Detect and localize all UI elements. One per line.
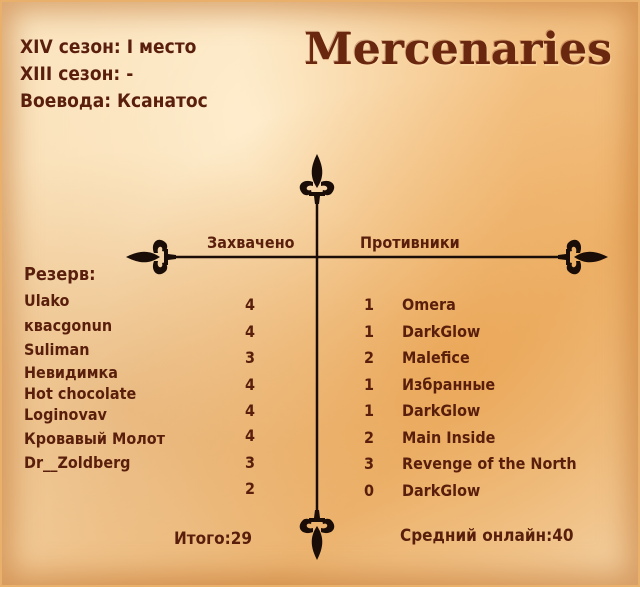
opponent-name: DarkGlow xyxy=(402,322,481,341)
player-value: 4 xyxy=(245,401,256,420)
bottom-fleur-icon xyxy=(300,510,335,560)
season-13-result: XIII сезон: - xyxy=(20,63,134,85)
clan-leader: Воевода: Ксанатос xyxy=(20,90,208,112)
player-value: 4 xyxy=(245,295,256,314)
opponent-name: Избранные xyxy=(402,375,496,394)
player-value: 3 xyxy=(245,453,256,472)
right-fleur-icon xyxy=(558,240,608,275)
opponent-name: Revenge of the North xyxy=(402,454,577,473)
opponent-name: Malefice xyxy=(402,348,470,367)
opponent-count: 1 xyxy=(364,295,375,314)
opponent-name: DarkGlow xyxy=(402,401,481,420)
captured-column-header: Захвачено xyxy=(207,233,295,252)
season-14-result: XIV сезон: I место xyxy=(20,36,197,58)
player-name: Loginovav xyxy=(24,405,107,424)
opponent-count: 2 xyxy=(364,428,375,447)
player-value: 2 xyxy=(245,479,256,498)
total-captured: Итого:29 xyxy=(174,529,253,549)
opponent-count: 3 xyxy=(364,454,375,473)
opponent-name: DarkGlow xyxy=(402,481,481,500)
clan-title: Mercenaries xyxy=(304,24,612,75)
player-name: Кровавый Молот xyxy=(24,429,165,448)
opponent-count: 1 xyxy=(364,322,375,341)
opponent-name: Main Inside xyxy=(402,428,496,447)
player-name: Dr__Zoldberg xyxy=(24,453,131,472)
player-value: 4 xyxy=(245,375,256,394)
opponent-count: 2 xyxy=(364,348,375,367)
player-name: Ulako xyxy=(24,291,70,310)
opponent-count: 0 xyxy=(364,481,375,500)
opponent-name: Omera xyxy=(402,295,456,314)
opponent-count: 1 xyxy=(364,401,375,420)
player-name: Hot chocolate xyxy=(24,384,137,403)
top-fleur-icon xyxy=(300,154,335,204)
player-value: 3 xyxy=(245,348,256,367)
player-name: Suliman xyxy=(24,340,90,359)
player-value: 4 xyxy=(245,322,256,341)
left-fleur-icon xyxy=(126,240,176,275)
player-name: Невидимка xyxy=(24,363,118,382)
opponents-column-header: Противники xyxy=(360,233,460,252)
reserve-label: Резерв: xyxy=(24,264,96,285)
average-online: Средний онлайн:40 xyxy=(400,526,574,546)
player-name: кваcgonun xyxy=(24,316,113,335)
opponent-count: 1 xyxy=(364,375,375,394)
player-value: 4 xyxy=(245,426,256,445)
